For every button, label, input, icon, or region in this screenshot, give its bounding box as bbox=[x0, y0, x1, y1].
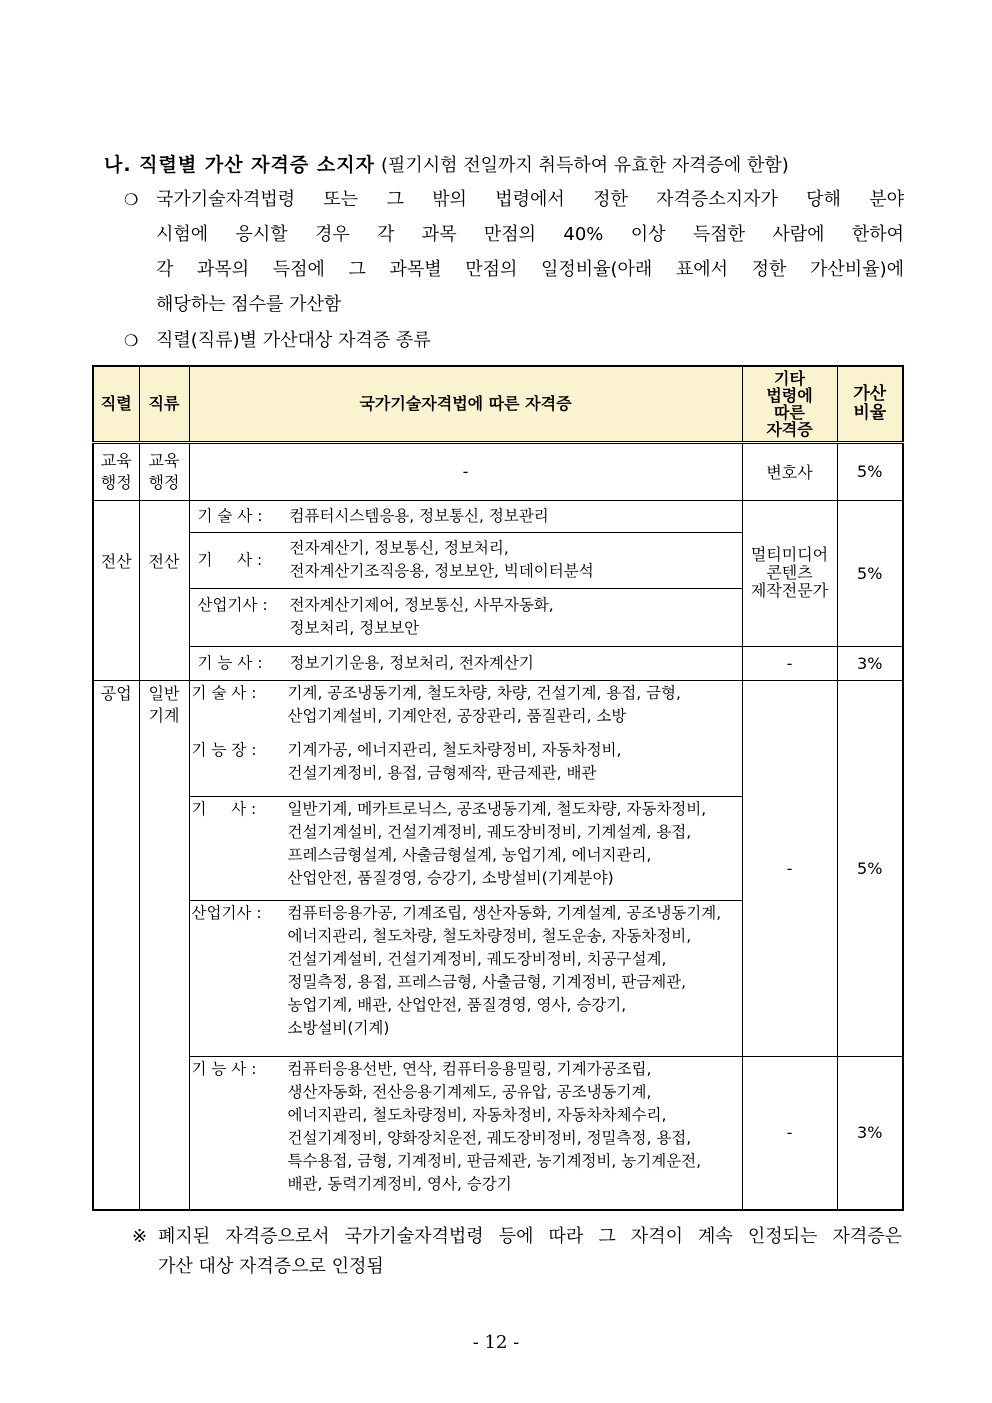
grade-label: 기 사 : bbox=[197, 550, 263, 569]
grade-value: 컴퓨터시스템응용, 정보통신, 정보관리 bbox=[289, 506, 549, 525]
grade-value: 전자계산기, 정보통신, 정보처리, 전자계산기조직응용, 정보보안, 빅데이터분석 bbox=[289, 539, 594, 580]
bullet-text: 직렬(직류)별 가산대상 자격증 종류 bbox=[156, 330, 431, 351]
national-cell bbox=[189, 900, 742, 1056]
table-header-row bbox=[93, 366, 903, 442]
grade-label: 기 능 사 : bbox=[191, 1059, 257, 1078]
national-cell bbox=[189, 500, 742, 532]
grade-label: 기 술 사 : bbox=[197, 506, 263, 525]
other-cell: 변호사 bbox=[742, 442, 837, 500]
other-cell: 멀티미디어 콘텐츠 제작전문가 bbox=[742, 500, 837, 646]
class-cell: 교육 행정 bbox=[139, 442, 189, 500]
rate-cell: 5% bbox=[837, 680, 903, 1056]
bullet-line: 국가기술자격법령 또는 그 밖의 법령에서 정한 자격증소지자가 당해 분야 bbox=[156, 189, 904, 210]
grade-label: 기 능 사 : bbox=[197, 653, 263, 672]
class-cell: 전산 bbox=[139, 500, 189, 680]
series-cell: 전산 bbox=[93, 500, 139, 680]
national-cell bbox=[189, 532, 742, 588]
grade-value: 컴퓨터응용선반, 연삭, 컴퓨터응용밀링, 기계가공조립, 생산자동화, 전산응용기계제도, 공유압, 공조냉동기계, 에너지관리, 철도차량정비, 자동차정비, 자동차차체수리, 건설기계정비, 양화장치운전, 궤도장비정비, 정밀측정, 용접, 특수용접, 금형, 기계정비, 판금제관, 농기계정비, 농기계운전, 배관, 동력기계정비, 영사, 승강기 bbox=[287, 1059, 702, 1193]
section-note: (필기시험 전일까지 취득하여 유효한 자격증에 한함) bbox=[380, 155, 789, 176]
national-cell bbox=[189, 796, 742, 900]
bullet-line: 각 과목의 득점에 그 과목별 만점의 일정비율(아래 표에서 정한 가산비율)에 bbox=[156, 259, 904, 280]
header-national: 국가기술자격법에 따른 자격증 bbox=[189, 366, 742, 442]
certificate-table bbox=[92, 365, 904, 1211]
header-series: 직렬 bbox=[93, 366, 139, 442]
grade-value: 기계가공, 에너지관리, 철도차량정비, 자동차정비, 건설기계정비, 용접, 금형제작, 판금제관, 배관 bbox=[287, 740, 622, 782]
header-other: 기타 법령에 따른 자격증 bbox=[742, 366, 837, 442]
grade-label: 산업기사 : bbox=[197, 596, 268, 614]
bullet-line: 해당하는 점수를 가산함 bbox=[156, 294, 342, 315]
section-heading bbox=[104, 150, 789, 177]
grade-label: 기 사 : bbox=[191, 799, 257, 818]
national-cell bbox=[189, 588, 742, 646]
page-number: - 12 - bbox=[472, 1332, 520, 1353]
grade-label: 기 능 장 : bbox=[191, 740, 257, 759]
class-cell: 일반 기계 bbox=[139, 680, 189, 1210]
rate-cell: 3% bbox=[837, 646, 903, 680]
rate-cell: 5% bbox=[837, 500, 903, 646]
table-row bbox=[93, 680, 903, 796]
rate-cell: 3% bbox=[837, 1056, 903, 1210]
other-cell: - bbox=[742, 680, 837, 1056]
grade-label: 기 술 사 : bbox=[191, 683, 257, 702]
table-row bbox=[93, 646, 903, 680]
grade-value: 컴퓨터응용가공, 기계조립, 생산자동화, 기계설계, 공조냉동기계, 에너지관리, 철도차량, 철도차량정비, 철도운송, 자동차정비, 건설기계설비, 건설기계정비, 궤도장비정비, 치공구설계, 정밀측정, 용접, 프레스금형, 사출금형, 기계정비, 판금제관, 농업기계, 배관, 산업안전, 품질경영, 영사, 승강기, 소방설비(기계) bbox=[287, 903, 722, 1037]
rate-cell: 5% bbox=[837, 442, 903, 500]
national-cell: - bbox=[189, 442, 742, 500]
section-title: 나. 직렬별 가산 자격증 소지자 bbox=[104, 154, 375, 176]
grade-label: 산업기사 : bbox=[191, 903, 262, 922]
header-rate: 가산 비율 bbox=[837, 366, 903, 442]
bullet-item bbox=[124, 182, 914, 322]
table-row bbox=[93, 442, 903, 500]
footnote-line: 가산 대상 자격증으로 인정됨 bbox=[158, 1256, 384, 1277]
other-cell: - bbox=[742, 1056, 837, 1210]
national-cell bbox=[189, 646, 742, 680]
national-cell bbox=[189, 1056, 742, 1210]
grade-value: 정보기기운용, 정보처리, 전자계산기 bbox=[289, 653, 534, 672]
bullet-text bbox=[156, 182, 904, 322]
series-cell: 교육 행정 bbox=[93, 442, 139, 500]
circle-bullet-icon: ❍ bbox=[124, 331, 139, 350]
reference-mark-icon: ※ bbox=[132, 1226, 148, 1247]
national-cell bbox=[189, 680, 742, 796]
table-row bbox=[93, 500, 903, 532]
series-cell: 공업 bbox=[93, 680, 139, 1210]
table-row bbox=[93, 1056, 903, 1210]
grade-value: 기계, 공조냉동기계, 철도차량, 차량, 건설기계, 용접, 금형, 산업기계설비, 기계안전, 공장관리, 품질관리, 소방 bbox=[287, 683, 681, 725]
grade-value: 전자계산기제어, 정보통신, 사무자동화, 정보처리, 정보보안 bbox=[289, 596, 554, 637]
other-cell: - bbox=[742, 646, 837, 680]
circle-bullet-icon: ❍ bbox=[124, 190, 139, 209]
header-class: 직류 bbox=[139, 366, 189, 442]
grade-value: 일반기계, 메카트로닉스, 공조냉동기계, 철도차량, 자동차정비, 건설기계설비, 건설기계정비, 궤도장비정비, 기계설계, 용접, 프레스금형설계, 사출금형설계, 농업기계, 에너지관리, 산업안전, 품질경영, 승강기, 소방설비(기계분야) bbox=[287, 799, 707, 887]
bullet-line: 시험에 응시할 경우 각 과목 만점의 40% 이상 득점한 사람에 한하여 bbox=[156, 224, 904, 245]
footnote-line: 폐지된 자격증으로서 국가기술자격법령 등에 따라 그 자격이 계속 인정되는 자격증은 bbox=[158, 1226, 902, 1247]
